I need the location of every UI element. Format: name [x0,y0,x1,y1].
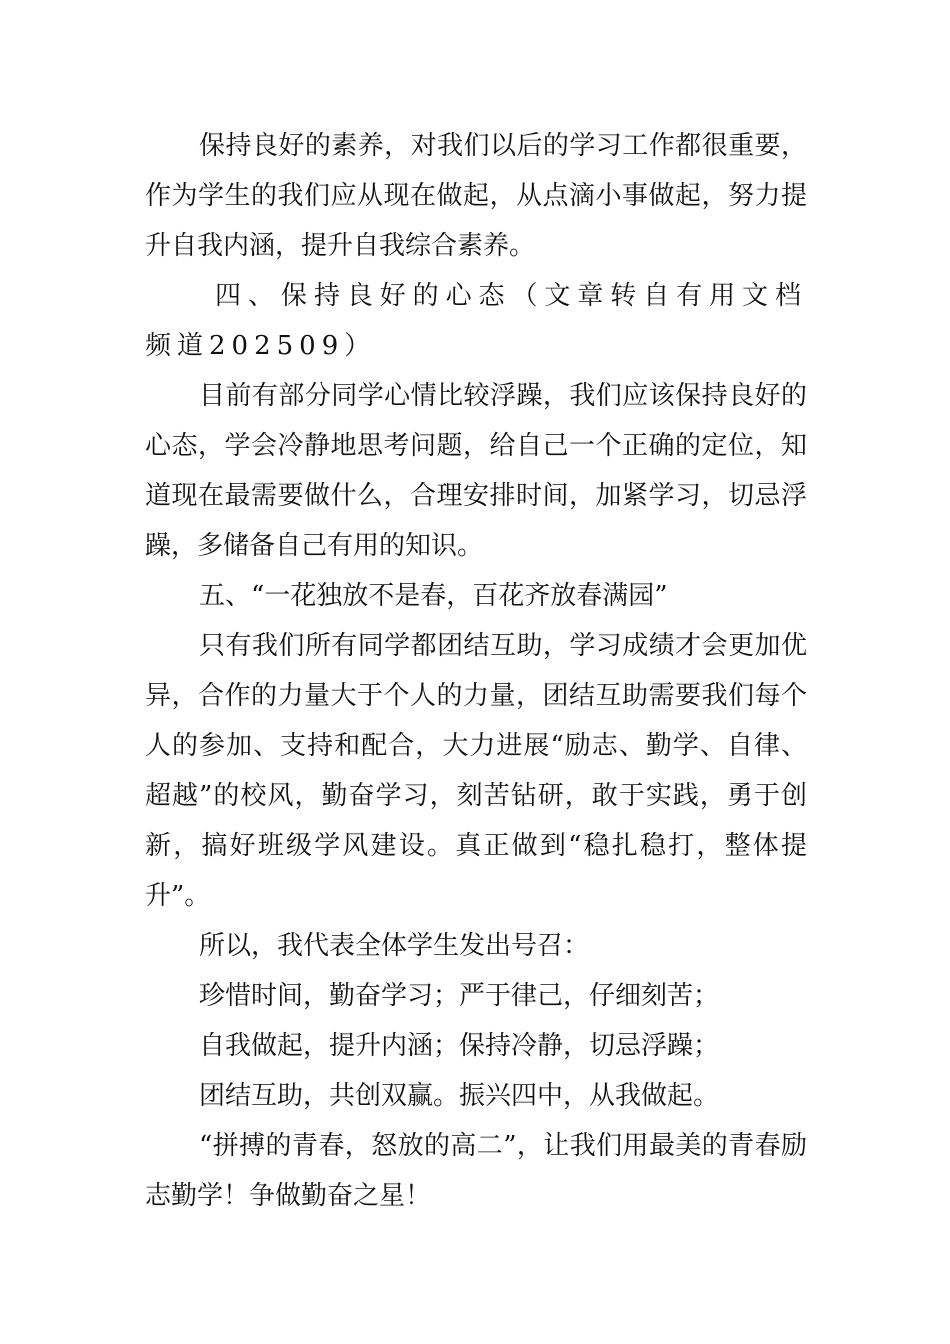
slogan-line-2: 自我做起，提升内涵；保持冷静，切忌浮躁； [199,1031,720,1061]
paragraph-literacy: 保持良好的素养，对我们以后的学习工作都很重要，作为学生的我们应从现在做起，从点滴小事做起，努力提升自我内涵，提升自我综合素养。 [145,131,807,261]
paragraph-mindset: 目前有部分同学心情比较浮躁，我们应该保持良好的心态，学会冷静地思考问题，给自己一个正确的定位，知道现在最需要做什么，合理安排时间，加紧学习，切忌浮躁，多储备自己有用的知识。 [145,381,807,561]
document-body [145,121,807,1221]
slogan-line-1: 珍惜时间，勤奋学习；严于律己，仔细刻苦； [199,981,720,1011]
slogan-line-3: 团结互助，共创双赢。振兴四中，从我做起。 [199,1081,720,1111]
paragraph-closing: “拼搏的青春，怒放的高二”，让我们用最美的青春励志勤学！争做勤奋之星！ [145,1131,807,1211]
section-heading-five: 五、“一花独放不是春，百花齐放春满园” [199,581,668,611]
section-heading-four: 四、保持良好的心态（文章转自有用文档频道202509） [145,281,807,361]
paragraph-call-intro: 所以，我代表全体学生发出号召： [199,931,590,961]
paragraph-teamwork: 只有我们所有同学都团结互助，学习成绩才会更加优异，合作的力量大于个人的力量，团结互助需要我们每个人的参加、支持和配合，大力进展“励志、勤学、自律、超越”的校风，勤奋学习，刻苦钻研，敢于实践，勇于创新，搞好班级学风建设。真正做到“稳扎稳打，整体提升”。 [145,631,807,911]
